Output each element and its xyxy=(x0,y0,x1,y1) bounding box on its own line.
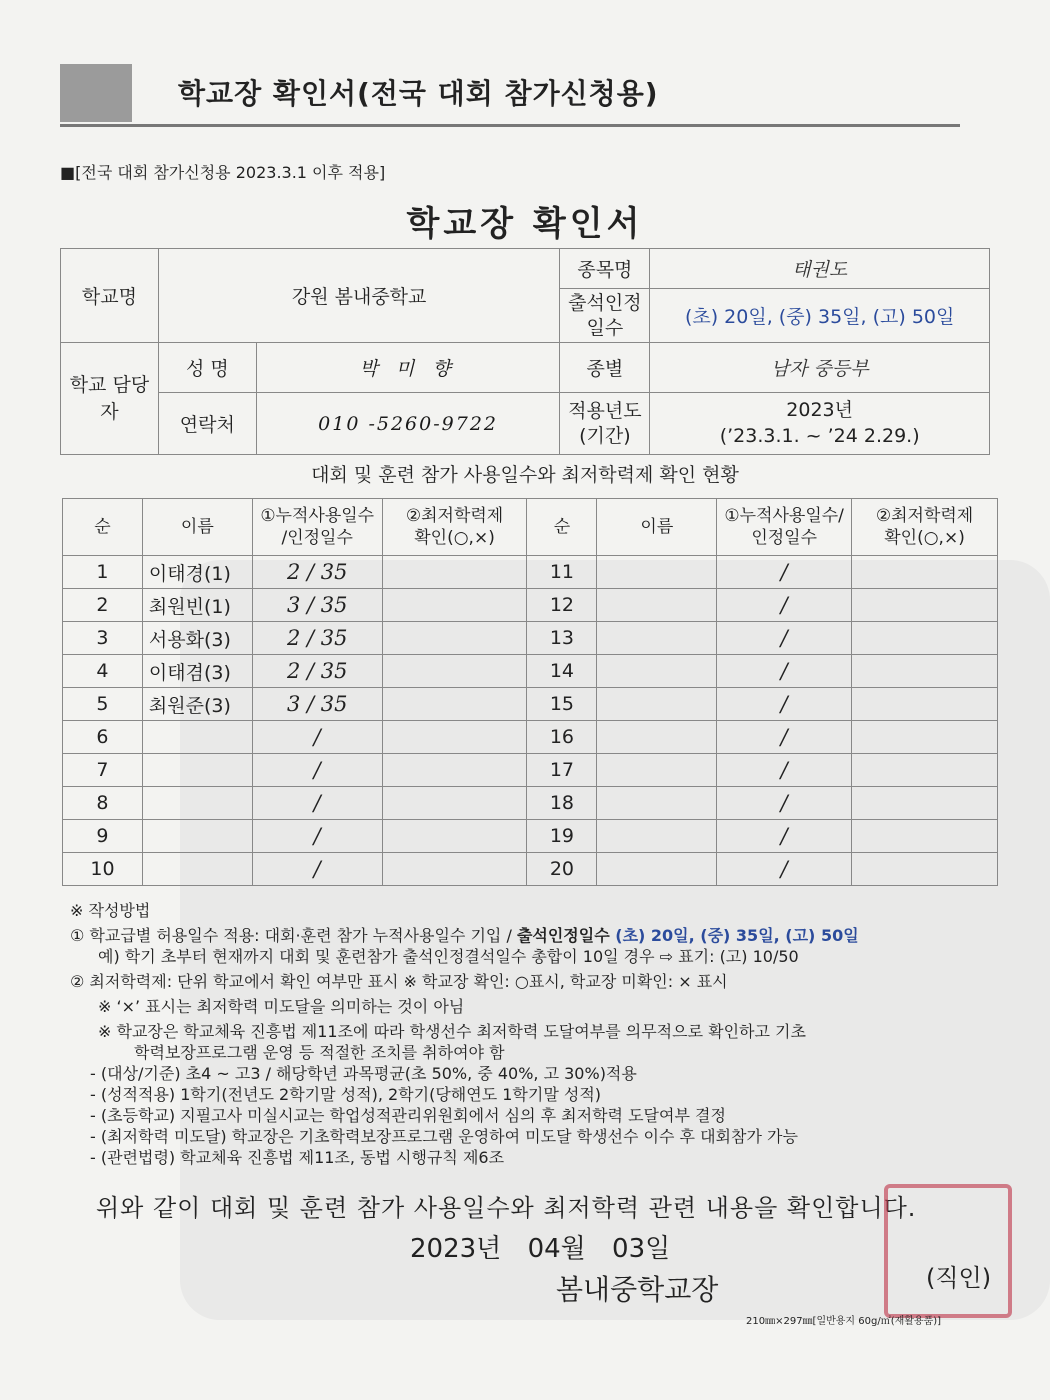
col-name: 이름 xyxy=(142,499,252,556)
roster-num: 10 xyxy=(63,853,143,886)
roster-row xyxy=(63,589,998,622)
roster-num: 5 xyxy=(63,688,143,721)
instr-line8: - (성적적용) 1학기(전년도 2학기말 성적), 2학기(당해연도 1학기말 성적) xyxy=(90,1085,602,1104)
roster-check-right xyxy=(852,688,998,721)
col-days-right-line1: ①누적사용일수/ xyxy=(724,505,844,526)
roster-days: 2 / 35 xyxy=(252,556,382,589)
school-label: 학교명 xyxy=(61,249,159,343)
roster-days: 2 / 35 xyxy=(252,655,382,688)
roster-header-row xyxy=(63,499,998,556)
roster-num: 1 xyxy=(63,556,143,589)
col-check xyxy=(382,499,527,556)
header-rule xyxy=(60,124,960,127)
roster-days: / xyxy=(252,721,382,754)
roster-days-right: / xyxy=(717,688,852,721)
roster-check-right xyxy=(852,556,998,589)
category-label: 종별 xyxy=(560,343,650,393)
year-label: 적용년도 (기간) xyxy=(560,393,650,455)
sport-value: 태권도 xyxy=(650,249,990,289)
date-year: 2023년 xyxy=(410,1234,502,1264)
roster-row xyxy=(63,556,998,589)
col-check-right-line2: 확인(○,×) xyxy=(884,528,965,548)
roster-check xyxy=(382,754,527,787)
roster-num-right: 12 xyxy=(527,589,597,622)
roster-check-right xyxy=(852,853,998,886)
roster-num-right: 11 xyxy=(527,556,597,589)
roster-check xyxy=(382,655,527,688)
roster-days: / xyxy=(252,754,382,787)
contact-value: 010 -5260-9722 xyxy=(256,393,560,455)
roster-check-right xyxy=(852,820,998,853)
roster-check xyxy=(382,721,527,754)
roster-name-right xyxy=(597,820,717,853)
roster-name-right xyxy=(597,688,717,721)
roster-check-right xyxy=(852,655,998,688)
roster-days-right: / xyxy=(717,622,852,655)
confirm-text: 위와 같이 대회 및 훈련 참가 사용일수와 최저학력 관련 내용을 확인합니다. xyxy=(96,1194,917,1222)
instructions xyxy=(70,900,1010,1168)
roster-num-right: 14 xyxy=(527,655,597,688)
roster-days: / xyxy=(252,853,382,886)
instr-line1-a: ① 학교급별 허용일수 적용: 대회·훈련 참가 누적사용일수 기입 / xyxy=(70,926,517,945)
year-value: 2023년 xyxy=(786,398,854,421)
instr-line10: - (최저학력 미도달) 학교장은 기초학력보장프로그램 운영하여 미도달 학생선수 이수 후 대회참가 가능 xyxy=(90,1127,798,1146)
roster-name-right xyxy=(597,787,717,820)
roster-name xyxy=(142,820,252,853)
paper-spec: 210㎜×297㎜[일반용지 60g/㎡(재활용품)] xyxy=(746,1316,942,1327)
contact-label: 연락처 xyxy=(158,393,256,455)
name-label: 성 명 xyxy=(158,343,256,393)
roster-days-right: / xyxy=(717,754,852,787)
roster-name: 서용화(3) xyxy=(142,622,252,655)
roster-days-right: / xyxy=(717,853,852,886)
instr-line1 xyxy=(70,925,1010,946)
roster-check xyxy=(382,688,527,721)
section-title: 대회 및 훈련 참가 사용일수와 최저학력제 확인 현황 xyxy=(311,464,739,486)
roster-check-right xyxy=(852,622,998,655)
name-value: 박 미 향 xyxy=(256,343,560,393)
attendance-label: 출석인정 일수 xyxy=(560,289,650,343)
manager-label: 학교 담당자 xyxy=(61,343,159,455)
date-month: 04월 xyxy=(527,1234,586,1264)
roster-days-right: / xyxy=(717,589,852,622)
date-day: 03일 xyxy=(612,1234,671,1264)
roster-check xyxy=(382,589,527,622)
instr-line6: 학력보장프로그램 운영 등 적절한 조치를 취하여야 함 xyxy=(134,1043,505,1062)
roster-check-right xyxy=(852,787,998,820)
instr-line1-c: (초) 20일, (중) 35일, (고) 50일 xyxy=(615,926,859,945)
roster-num-right: 17 xyxy=(527,754,597,787)
col-days-right-line2: 인정일수 xyxy=(751,528,818,548)
instr-line4: ※ ‘×’ 표시는 최저학력 미도달을 의미하는 것이 아님 xyxy=(98,997,465,1016)
roster-check-right xyxy=(852,754,998,787)
roster-num: 4 xyxy=(63,655,143,688)
instr-heading: ※ 작성방법 xyxy=(70,901,151,920)
roster-check xyxy=(382,622,527,655)
col-days-line2: /인정일수 xyxy=(281,528,353,548)
roster-num: 3 xyxy=(63,622,143,655)
roster-num-right: 16 xyxy=(527,721,597,754)
roster-check xyxy=(382,853,527,886)
roster-check-right xyxy=(852,721,998,754)
period-value: (’23.3.1. ~ ’24 2.29.) xyxy=(719,424,920,447)
col-days xyxy=(252,499,382,556)
roster-name: 최원빈(1) xyxy=(142,589,252,622)
roster-name xyxy=(142,721,252,754)
col-days-right xyxy=(717,499,852,556)
roster-num-right: 20 xyxy=(527,853,597,886)
col-check-right-line1: ②최저학력제 xyxy=(875,505,974,526)
col-num: 순 xyxy=(63,499,143,556)
seal-label: (직인) xyxy=(926,1264,992,1292)
roster-name xyxy=(142,787,252,820)
roster-days-right: / xyxy=(717,721,852,754)
col-check-right xyxy=(852,499,998,556)
roster-check-right xyxy=(852,589,998,622)
roster-num: 8 xyxy=(63,787,143,820)
roster-num: 2 xyxy=(63,589,143,622)
header-title: 학교장 확인서(전국 대회 참가신청용) xyxy=(178,77,659,110)
roster-num: 7 xyxy=(63,754,143,787)
roster-row xyxy=(63,754,998,787)
roster-num-right: 18 xyxy=(527,787,597,820)
roster-name-right xyxy=(597,721,717,754)
instr-line9: - (초등학교) 지필고사 미실시교는 학업성적관리위원회에서 심의 후 최저학력 도달여부 결정 xyxy=(90,1106,726,1125)
header-gray-box xyxy=(60,64,132,122)
instr-line5: ※ 학교장은 학교체육 진흥법 제11조에 따라 학생선수 최저학력 도달여부를 의무적으로 확인하고 기초 xyxy=(98,1022,806,1041)
roster-days: / xyxy=(252,820,382,853)
roster-name xyxy=(142,754,252,787)
col-days-line1: ①누적사용일수 xyxy=(260,505,375,526)
roster-name-right xyxy=(597,853,717,886)
roster-body xyxy=(63,556,998,886)
roster-name-right xyxy=(597,556,717,589)
category-value: 남자 중등부 xyxy=(650,343,990,393)
roster-row xyxy=(63,820,998,853)
instr-line3: ② 최저학력제: 단위 학교에서 확인 여부만 표시 ※ 학교장 확인: ○표시, 학교장 미확인: × 표시 xyxy=(70,972,728,991)
roster-row xyxy=(63,787,998,820)
roster-days: 3 / 35 xyxy=(252,688,382,721)
roster-days-right: / xyxy=(717,556,852,589)
school-value: 강원 봄내중학교 xyxy=(158,249,560,343)
document-title: 학교장 확인서 xyxy=(406,204,644,244)
roster-name: 이태경(1) xyxy=(142,556,252,589)
roster-name-right xyxy=(597,622,717,655)
roster-table xyxy=(62,498,998,886)
roster-days-right: / xyxy=(717,655,852,688)
instr-line11: - (관련법령) 학교체육 진흥법 제11조, 동법 시행규칙 제6조 xyxy=(90,1148,505,1167)
year-cell xyxy=(650,393,990,455)
issue-date xyxy=(410,1228,688,1265)
principal-name: 봄내중학교장 xyxy=(556,1273,719,1306)
roster-check xyxy=(382,556,527,589)
roster-days: / xyxy=(252,787,382,820)
instr-line2: 예) 학기 초부터 현재까지 대회 및 훈련참가 출석인정결석일수 총합이 10일 경우 ⇨ 표기: (고) 10/50 xyxy=(98,947,799,966)
roster-name: 이태겸(3) xyxy=(142,655,252,688)
sport-label: 종목명 xyxy=(560,249,650,289)
roster-name-right xyxy=(597,589,717,622)
roster-row xyxy=(63,721,998,754)
attendance-value: (초) 20일, (중) 35일, (고) 50일 xyxy=(650,289,990,343)
info-table xyxy=(60,248,990,455)
roster-row xyxy=(63,622,998,655)
roster-name: 최원준(3) xyxy=(142,688,252,721)
roster-num: 9 xyxy=(63,820,143,853)
roster-days: 3 / 35 xyxy=(252,589,382,622)
roster-name xyxy=(142,853,252,886)
roster-name-right xyxy=(597,754,717,787)
roster-num-right: 13 xyxy=(527,622,597,655)
roster-days-right: / xyxy=(717,820,852,853)
col-name-right: 이름 xyxy=(597,499,717,556)
roster-num-right: 15 xyxy=(527,688,597,721)
col-num-right: 순 xyxy=(527,499,597,556)
roster-check xyxy=(382,787,527,820)
col-check-line2: 확인(○,×) xyxy=(414,528,495,548)
school-seal-stamp xyxy=(884,1184,1012,1318)
roster-num-right: 19 xyxy=(527,820,597,853)
applicability-note: ■[전국 대회 참가신청용 2023.3.1 이후 적용] xyxy=(60,163,386,182)
roster-days-right: / xyxy=(717,787,852,820)
roster-name-right xyxy=(597,655,717,688)
roster-row xyxy=(63,655,998,688)
roster-row xyxy=(63,853,998,886)
col-check-line1: ②최저학력제 xyxy=(405,505,504,526)
roster-num: 6 xyxy=(63,721,143,754)
roster-days: 2 / 35 xyxy=(252,622,382,655)
instr-line7: - (대상/기준) 초4 ~ 고3 / 해당학년 과목평균(초 50%, 중 40%, 고 30%)적용 xyxy=(90,1064,637,1083)
instr-line1-b: 출석인정일수 xyxy=(516,926,616,945)
roster-row xyxy=(63,688,998,721)
roster-check xyxy=(382,820,527,853)
